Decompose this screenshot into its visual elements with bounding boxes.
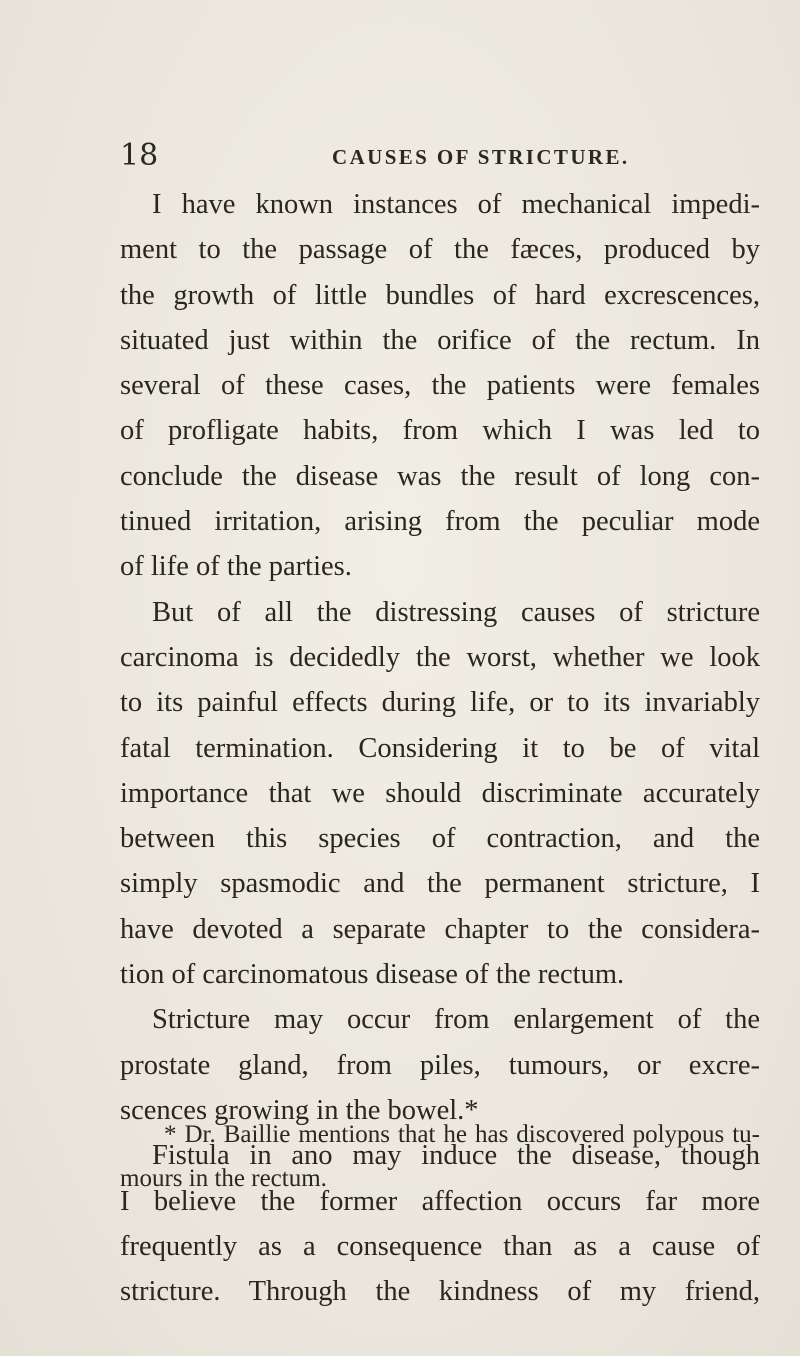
text-line: between this species of contraction, and the: [120, 823, 760, 855]
text-line: of life of the parties.: [120, 551, 352, 583]
text-line: Stricture may occur from enlargement of the: [152, 1004, 760, 1036]
text-line: several of these cases, the patients were females: [120, 370, 760, 402]
text-line: prostate gland, from piles, tumours, or excre-: [120, 1049, 760, 1081]
text-line: Fistula in ano may induce the disease, though: [152, 1140, 760, 1172]
text-line: importance that we should discriminate accurately: [120, 777, 760, 809]
footnote-line: mours in the rectum.: [120, 1165, 327, 1192]
text-line: to its painful effects during life, or to its invariably: [120, 687, 760, 719]
text-line: have devoted a separate chapter to the considera-: [120, 913, 760, 945]
page-number: 18: [120, 138, 159, 173]
text-line: of profligate habits, from which I was led to: [120, 415, 760, 447]
text-line: But of all the distressing causes of stricture: [152, 596, 760, 628]
text-line: scences growing in the bowel.*: [120, 1094, 479, 1126]
text-line: the growth of little bundles of hard excrescences,: [120, 279, 760, 311]
running-head: [120, 138, 720, 174]
text-line: situated just within the orifice of the rectum. In: [120, 324, 760, 356]
text-line: I have known instances of mechanical impedi-: [152, 189, 760, 220]
text-line: fatal termination. Considering it to be of vital: [120, 732, 760, 764]
text-line: stricture. Through the kindness of my friend,: [120, 1276, 760, 1308]
text-line: I believe the former affection occurs far more: [120, 1185, 760, 1217]
text-line: carcinoma is decidedly the worst, whether we look: [120, 641, 760, 673]
text-line: ment to the passage of the fæces, produced by: [120, 234, 760, 266]
text-line: tinued irritation, arising from the peculiar mode: [120, 506, 760, 538]
text-line: conclude the disease was the result of long con-: [120, 460, 760, 492]
text-line: tion of carcinomatous disease of the rectum.: [120, 959, 625, 991]
running-title: CAUSES OF STRICTURE.: [332, 145, 630, 169]
footnote: [120, 1113, 760, 1201]
footnote-line: * Dr. Baillie mentions that he has discovered polypous tu-: [164, 1121, 760, 1148]
text-line: simply spasmodic and the permanent stricture, I: [120, 868, 760, 900]
text-line: frequently as a consequence than as a cause of: [120, 1230, 760, 1262]
